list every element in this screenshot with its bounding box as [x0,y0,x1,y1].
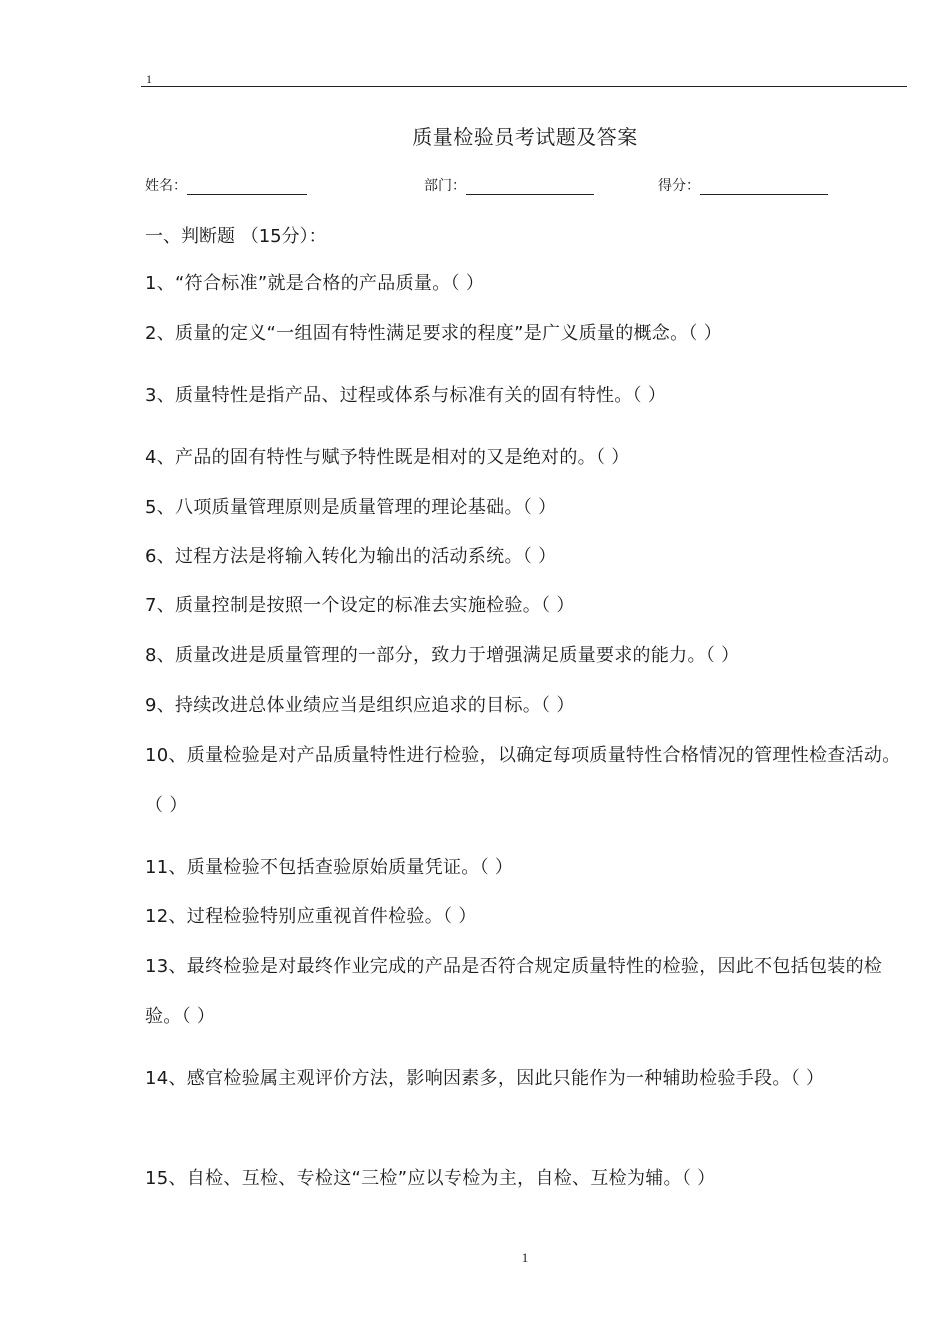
section-heading: 一、判断题 （15分）： [145,226,327,247]
question-7: 7、质量控制是按照一个设定的标准去实施检验。（ ） [145,595,575,616]
question-13: 13、最终检验是对最终作业完成的产品是否符合规定质量特性的检验，因此不包括包装的检验。（ ） [145,956,883,1027]
dept-field [424,175,594,195]
dept-blank[interactable] [466,178,594,195]
question-5: 5、八项质量管理原则是质量管理的理论基础。（ ） [145,497,557,518]
question-3: 3、质量特性是指产品、过程或体系与标准有关的固有特性。（ ） [145,385,667,406]
question-1: 1、“符合标准”就是合格的产品质量。（ ） [145,273,485,294]
page-title: 质量检验员考试题及答案 [412,125,638,149]
name-field [145,175,307,195]
header-page-number: 1 [146,72,152,86]
question-4: 4、产品的固有特性与赋予特性既是相对的又是绝对的。（ ） [145,447,630,468]
score-blank[interactable] [700,178,828,195]
question-6: 6、过程方法是将输入转化为输出的活动系统。（ ） [145,546,557,567]
footer-page-number: 1 [521,1250,529,1265]
dept-label: 部门： [424,178,466,194]
question-9: 9、持续改进总体业绩应当是组织应追求的目标。（ ） [145,695,575,716]
score-label: 得分： [658,178,700,194]
question-8: 8、质量改进是质量管理的一部分，致力于增强满足质量要求的能力。（ ） [145,645,740,666]
question-2: 2、质量的定义“一组固有特性满足要求的程度”是广义质量的概念。（ ） [145,323,723,344]
question-11: 11、质量检验不包括查验原始质量凭证。（ ） [145,857,514,878]
question-10: 10、质量检验是对产品质量特性进行检验，以确定每项质量特性合格情况的管理性检查活动。（ ） [145,745,901,816]
question-12: 12、过程检验特别应重视首件检验。（ ） [145,906,477,927]
name-blank[interactable] [187,178,307,195]
question-15: 15、自检、互检、专检这“三检”应以专检为主，自检、互检为辅。（ ） [145,1168,716,1189]
question-14: 14、感官检验属主观评价方法，影响因素多，因此只能作为一种辅助检验手段。（ ） [145,1068,825,1089]
info-row [0,175,950,197]
header-rule [141,86,907,87]
score-field [658,175,828,195]
name-label: 姓名： [145,178,187,194]
